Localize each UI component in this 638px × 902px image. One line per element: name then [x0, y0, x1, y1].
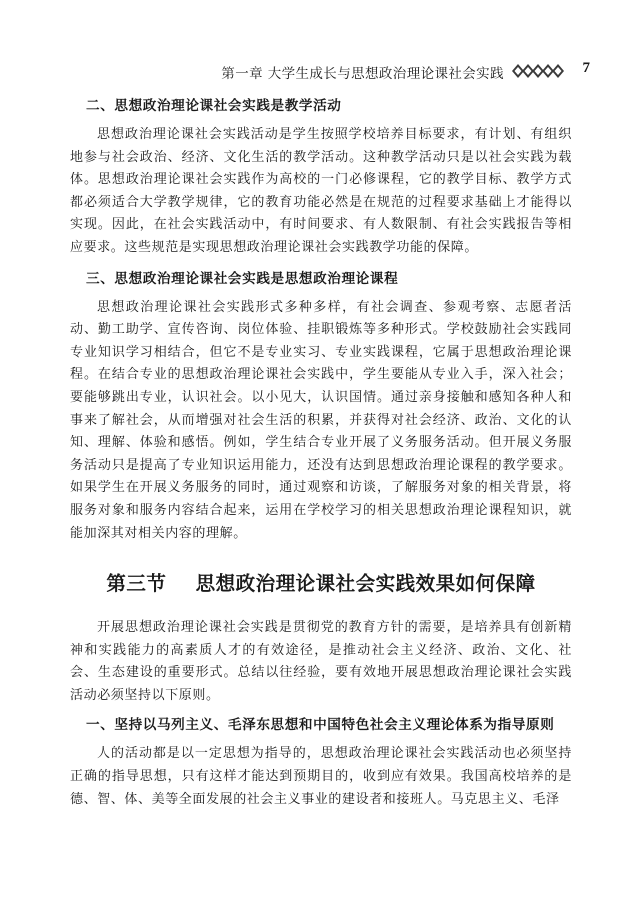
section-title: 第三节 思想政治理论课社会实践效果如何保障 [106, 572, 536, 596]
subsection-heading-teaching-activity: 二、思想政治理论课社会实践是教学活动 [86, 98, 342, 114]
paragraph-section-intro: 开展思想政治理论课社会实践是贯彻党的教育方针的需要，是培养具有创新精神和实践能力的高素质人才的有效途径，是推动社会主义经济、政治、文化、社会、生态建设的重要形式。总结以往经验，要有效地开展思想政治理论课社会实践活动必须坚持以下原则。 [70, 620, 572, 703]
subsection-heading-guiding-principle: 一、坚持以马列主义、毛泽东思想和中国特色社会主义理论体系为指导原则 [86, 717, 555, 734]
page-number: 7 [582, 60, 590, 76]
page-body [70, 93, 572, 817]
running-header [60, 60, 590, 82]
paragraph-theory-course: 思想政治理论课社会实践形式多种多样，有社会调查、参观考察、志愿者活动、勤工助学、宣传咨询、岗位体验、挂职锻炼等多种形式。学校鼓励社会实践同专业知识学习相结合，但它不是专业实习、专业实践课程，它属于思想政治理论课程。在结合专业的思想政治理论课社会实践中，学生要能从专业入手，深入社会；要能够跳出专业，认识社会。以小见大，认识国情。通过亲身接触和感知各种人和事来了解社会，从而增强对社会生活的积累，并获得对社会经济、政治、文化的认知、理解、体验和感悟。例如，学生结合专业开展了义务服务活动。但开展义务服务活动只是提高了专业知识运用能力，还没有达到思想政治理论课程的教学要求。如果学生在开展义务服务的同时，通过观察和访谈，了解服务对象的相关背景，将服务对象和服务内容结合起来，运用在学校学习的相关思想政治理论课程知识，就能加深其对相关内容的理解。 [70, 299, 572, 541]
paragraph-teaching-activity: 思想政治理论课社会实践活动是学生按照学校培养目标要求，有计划、有组织地参与社会政治、经济、文化生活的教学活动。这种教学活动只是以社会实践为载体。思想政治理论课社会实践作为高校的一门必修课程，它的教学目标、教学方式都必须适合大学教学规律，它的教育功能必然是在规范的过程要求基础上才能得以实现。因此，在社会实践活动中，有时间要求、有人数限制、有社会实践报告等相应要求。这些规范是实现思想政治理论课社会实践教学功能的保障。 [70, 127, 572, 255]
subsection-heading-theory-course: 三、思想政治理论课社会实践是思想政治理论课程 [86, 270, 399, 287]
paragraph-guiding-principle: 人的活动都是以一定思想为指导的，思想政治理论课社会实践活动也必须坚持正确的指导思想，只有这样才能达到预期目的，收到应有效果。我国高校培养的是德、智、体、美等全面发展的社会主义事业的建设者和接班人。马克思主义、毛泽 [70, 746, 572, 807]
running-title: 第一章 大学生成长与思想政治理论课社会实践 [221, 66, 504, 82]
diamond-chain-icon [512, 63, 568, 79]
